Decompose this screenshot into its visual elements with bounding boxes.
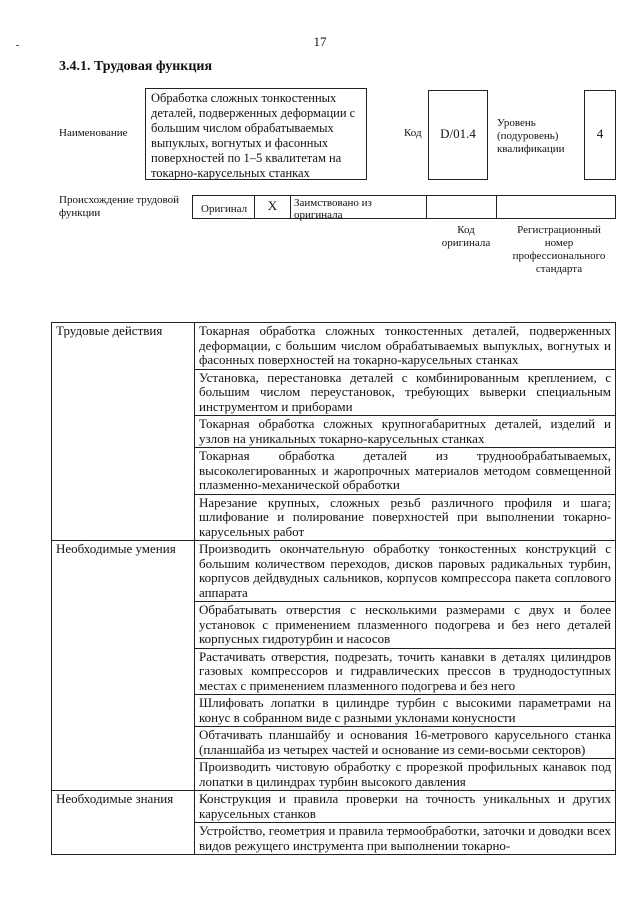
table-row	[52, 541, 616, 602]
level-label: Уровень (подуровень) квалификации	[497, 117, 565, 155]
category-cell: Трудовые действия	[52, 323, 195, 541]
item-cell: Токарная обработка сложных тонкостенных деталей, подверженных деформации, с большим числом обрабатываемых выпуклых, вогнутых и фасонных поверхностей на токарно-карусельных станках	[195, 323, 616, 370]
code-value: D/01.4	[428, 90, 488, 180]
item-cell: Установка, перестановка деталей с комбинированным креплением, с большим числом переустановок, требующих выверки специальным инструментом и приборами	[195, 369, 616, 416]
function-name-box: Обработка сложных тонкостенных деталей, подверженных деформации с большим числом обрабатываемых выпуклых, вогнутых и фасонных поверхностей по 1–5 квалитетам на токарно-карусельных станках	[145, 88, 367, 180]
item-cell: Производить чистовую обработку с прорезкой профильных канавок под лопатки в цилиндрах турбин высокого давления	[195, 759, 616, 791]
origin-row	[192, 195, 616, 219]
item-cell: Нарезание крупных, сложных резьб различного профиля и шага; шлифование и полирование поверхностей при выполнении токарно-карусельных работ	[195, 494, 616, 541]
table-row	[52, 323, 616, 370]
table-row	[52, 791, 616, 823]
category-cell: Необходимые умения	[52, 541, 195, 791]
origin-label: Происхождение трудовой функции	[59, 194, 180, 219]
name-label: Наименование	[59, 127, 128, 139]
item-cell: Производить окончательную обработку тонкостенных конструкций с большим количеством переходов, дисков паровых радикальных турбин, корпусов дейдвудных сальников, корпусов компрессора пакета соплового аппарата	[195, 541, 616, 602]
original-label: Оригинал	[193, 196, 255, 218]
borrowed-label: Заимствовано из оригинала	[291, 196, 427, 218]
item-cell: Обрабатывать отверстия с несколькими размерами с двух и более установок с применением плазменного подогрева и без него деталей корпусных гидротурбин и насосов	[195, 602, 616, 649]
item-cell: Шлифовать лопатки в цилиндре турбин с высокими параметрами на конус в собранном виде с разными уклонами конусности	[195, 695, 616, 727]
item-cell: Обтачивать планшайбу и основания 16-метрового карусельного станка (планшайба из четырех частей и основание из семи-восьми секторов)	[195, 727, 616, 759]
function-table-wrap	[51, 322, 616, 905]
original-mark: X	[255, 196, 291, 218]
item-cell: Токарная обработка деталей из труднообрабатываемых, высоколегированных и жаропрочных материалов методом совмещенной плазменно-механической обработки	[195, 448, 616, 495]
level-value: 4	[584, 90, 616, 180]
item-cell: Конструкция и правила проверки на точность уникальных и других карусельных станков	[195, 791, 616, 823]
category-cell: Необходимые знания	[52, 791, 195, 855]
section-title: 3.4.1. Трудовая функция	[59, 59, 213, 74]
item-cell: Растачивать отверстия, подрезать, точить канавки в деталях цилиндров газовых компрессоров и гидравлических прессов в труднодоступных местах с применением плазменного подогрева и без него	[195, 648, 616, 695]
item-cell: Токарная обработка сложных крупногабаритных деталей, изделий и узлов на уникальных токарно-карусельных станках	[195, 416, 616, 448]
item-cell: Устройство, геометрия и правила термообработки, заточки и доводки всех видов режущего инструмента при выполнении токарно-	[195, 823, 616, 855]
reg-number-cell	[497, 196, 615, 218]
code-original-cell	[427, 196, 497, 218]
code-original-caption: Код оригинала	[441, 224, 491, 249]
page-number: 17	[313, 34, 327, 49]
reg-number-caption: Регистрационный номер профессионального стандарта	[512, 224, 606, 275]
code-label: Код	[404, 127, 422, 139]
function-table	[51, 322, 616, 855]
